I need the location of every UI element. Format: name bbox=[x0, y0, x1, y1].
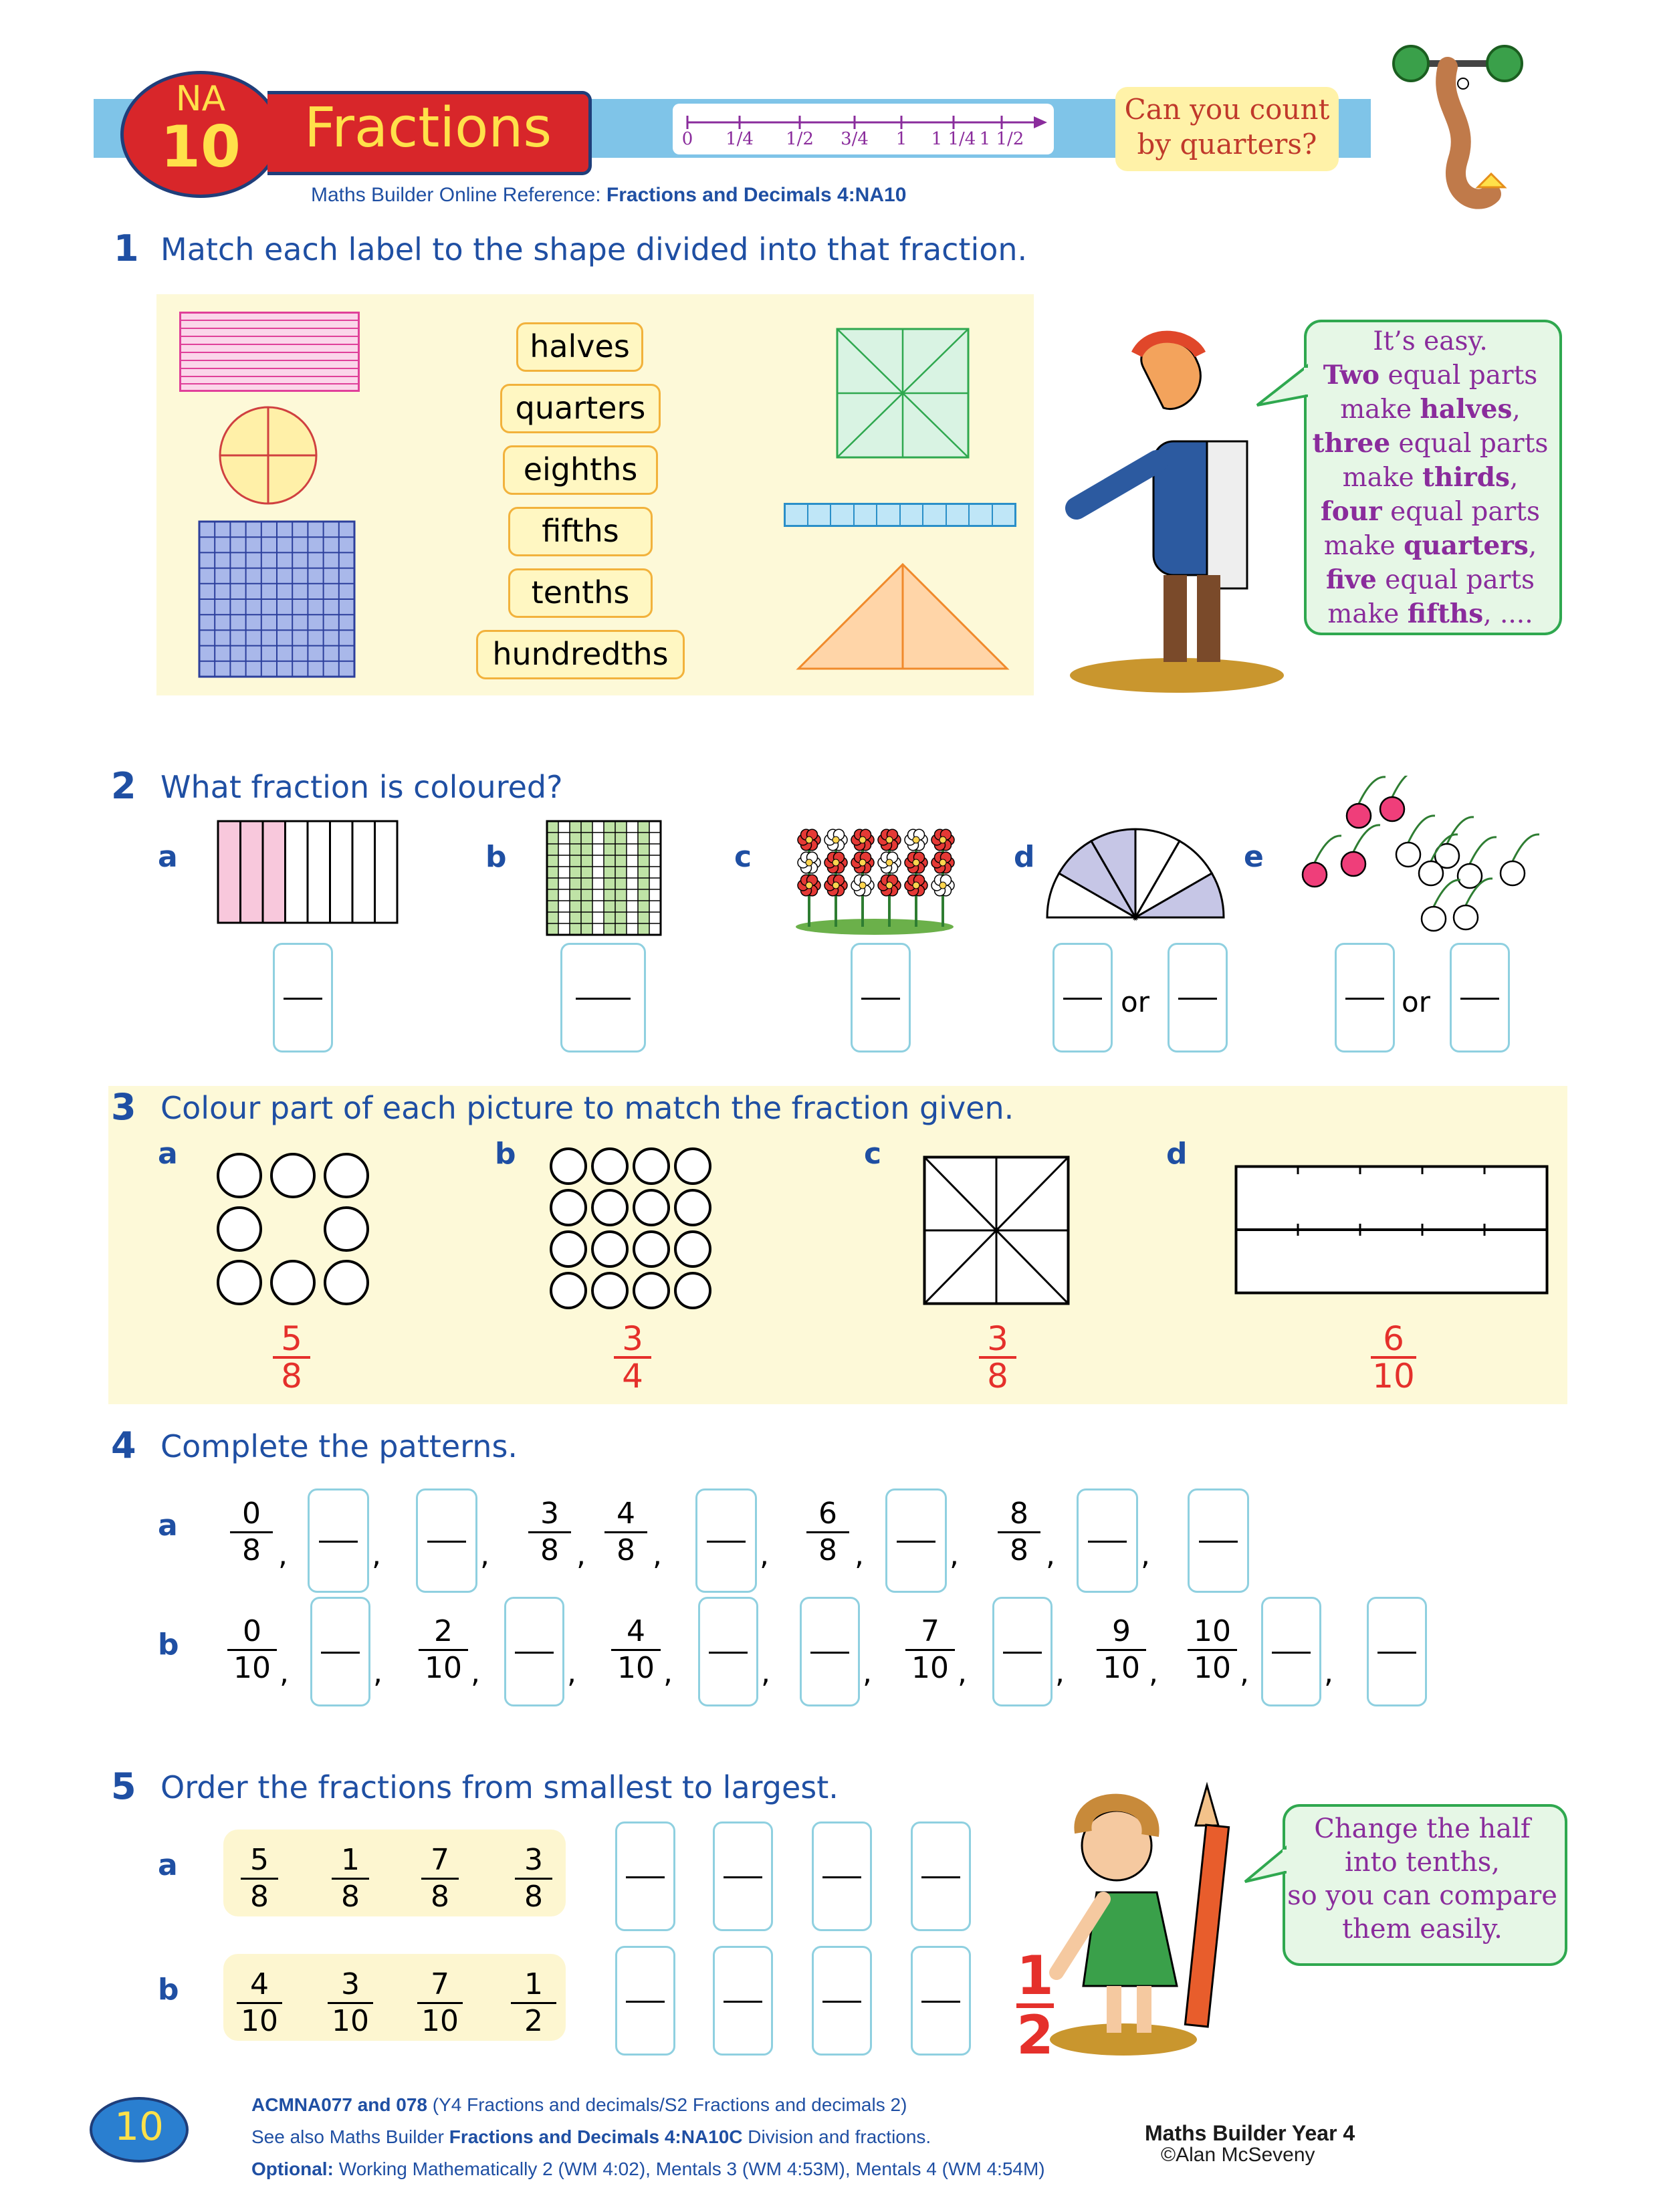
q4-part-a: a bbox=[158, 1509, 178, 1543]
q5-bubble-pointer bbox=[1244, 1846, 1288, 1886]
q5a-fraction-numerator: 1 bbox=[341, 1843, 360, 1877]
shape-triangle-halves bbox=[796, 562, 1010, 671]
worm-weightlifter-illustration bbox=[1384, 27, 1531, 227]
q4b-comma: , bbox=[761, 1656, 770, 1690]
q4b-comma: , bbox=[471, 1656, 480, 1690]
footer-line-3 bbox=[251, 2159, 1045, 2180]
q1-bubble-line: make fifths, .... bbox=[1327, 598, 1533, 629]
footer-line-1 bbox=[251, 2094, 907, 2116]
q3a-denominator: 8 bbox=[273, 1356, 310, 1394]
q5-bubble-line: so you can compare bbox=[1287, 1880, 1557, 1911]
q3d-rectangle-tenths bbox=[1234, 1165, 1549, 1295]
q5a-fraction bbox=[241, 1843, 278, 1914]
q4b-comma: , bbox=[863, 1656, 872, 1690]
shape-hundred-grid bbox=[198, 520, 356, 678]
q4b-fraction-numerator: 0 bbox=[243, 1614, 261, 1648]
q2a-answer[interactable] bbox=[273, 943, 333, 1053]
q4a-fraction-numerator: 8 bbox=[1010, 1497, 1028, 1531]
q4b-fraction-denominator: 10 bbox=[419, 1649, 468, 1686]
q3-part-b: b bbox=[495, 1137, 516, 1171]
q4a-fraction-denominator: 8 bbox=[230, 1531, 273, 1568]
q4a-fraction bbox=[998, 1497, 1040, 1568]
q2-number: 2 bbox=[111, 765, 136, 807]
q4b-fraction-denominator: 10 bbox=[1097, 1649, 1146, 1686]
q4b-fraction-denominator: 10 bbox=[227, 1649, 277, 1686]
q4b-comma: , bbox=[1240, 1656, 1249, 1690]
q4a-fraction bbox=[604, 1497, 647, 1568]
number-line-label: 3/4 bbox=[841, 129, 869, 149]
q4a-comma: , bbox=[576, 1538, 586, 1572]
q4b-fraction bbox=[1097, 1614, 1146, 1686]
q3a-fraction bbox=[273, 1321, 310, 1394]
q4b-comma: , bbox=[567, 1656, 576, 1690]
q3-part-c: c bbox=[864, 1137, 882, 1171]
q4a-answer-box[interactable] bbox=[308, 1488, 369, 1593]
q1-bubble-line: make halves, bbox=[1340, 394, 1521, 425]
footer-copyright: ©Alan McSeveny bbox=[1161, 2144, 1315, 2166]
q5b-answer-box[interactable] bbox=[615, 1946, 675, 2056]
shape-pink-strips bbox=[179, 312, 360, 392]
q4b-comma: , bbox=[373, 1656, 382, 1690]
shape-strip-tenths bbox=[784, 503, 1016, 527]
q5-bubble-text bbox=[1287, 1812, 1558, 1946]
q4a-fraction bbox=[230, 1497, 273, 1568]
footer-line1-rest: (Y4 Fractions and decimals/S2 Fractions and decimals 2) bbox=[427, 2094, 907, 2115]
q2-text: What fraction is coloured? bbox=[160, 769, 563, 805]
q3b-denominator: 4 bbox=[614, 1356, 651, 1394]
q5-text: Order the fractions from smallest to largest. bbox=[160, 1769, 839, 1805]
q4a-answer-box[interactable] bbox=[416, 1488, 477, 1593]
footer-line3-rest: Working Mathematically 2 (WM 4:02), Mentals 3 (WM 4:53M), Mentals 4 (WM 4:54M) bbox=[333, 2159, 1045, 2179]
q4b-fraction bbox=[1188, 1614, 1237, 1686]
q2e-or: or bbox=[1402, 986, 1430, 1018]
q3a-circles bbox=[213, 1149, 373, 1309]
q4b-fraction-numerator: 7 bbox=[921, 1614, 939, 1648]
q4b-fraction bbox=[905, 1614, 955, 1686]
q2-part-b: b bbox=[485, 840, 507, 874]
q5b-fraction-numerator: 4 bbox=[250, 1967, 269, 2001]
q4a-answer-box[interactable] bbox=[1077, 1488, 1138, 1593]
q1-bubble-pointer bbox=[1256, 361, 1309, 415]
q4a-answer-box[interactable] bbox=[885, 1488, 947, 1593]
q3-part-d: d bbox=[1166, 1137, 1188, 1171]
q5-half-fraction bbox=[1016, 1945, 1054, 2066]
label-tenths[interactable]: tenths bbox=[508, 568, 653, 618]
q4a-comma: , bbox=[653, 1538, 662, 1572]
q4a-fraction-denominator: 8 bbox=[998, 1531, 1040, 1568]
shape-circle-quarters bbox=[218, 405, 318, 506]
label-fifths[interactable]: fifths bbox=[508, 507, 653, 556]
q2e-answer-1[interactable] bbox=[1335, 943, 1395, 1053]
label-halves[interactable]: halves bbox=[516, 322, 643, 372]
q5a-fraction-numerator: 7 bbox=[431, 1843, 449, 1877]
q3-part-a: a bbox=[158, 1137, 178, 1171]
q2a-strip bbox=[217, 820, 399, 924]
q1-bubble-line: Two equal parts bbox=[1323, 360, 1538, 391]
q1-bubble-line: make thirds, bbox=[1342, 462, 1519, 493]
reference-prefix: Maths Builder Online Reference: bbox=[311, 184, 606, 206]
q5b-fraction-denominator: 2 bbox=[511, 2002, 556, 2039]
footer-line2-bold: Fractions and Decimals 4:NA10C bbox=[449, 2126, 743, 2147]
q5b-fraction-denominator: 10 bbox=[417, 2002, 463, 2039]
q5a-fraction-denominator: 8 bbox=[421, 1878, 459, 1914]
q3-text: Colour part of each picture to match the fraction given. bbox=[160, 1090, 1014, 1126]
q4b-fraction-numerator: 4 bbox=[627, 1614, 645, 1648]
q4-part-b: b bbox=[158, 1628, 179, 1662]
q2e-answer-2[interactable] bbox=[1450, 943, 1510, 1053]
q3b-numerator: 3 bbox=[622, 1319, 643, 1358]
q2-part-e: e bbox=[1244, 840, 1264, 874]
shape-square-eighths bbox=[836, 328, 970, 459]
q4b-fraction-denominator: 10 bbox=[611, 1649, 661, 1686]
q4b-answer-box[interactable] bbox=[1367, 1597, 1427, 1706]
q5a-fraction bbox=[515, 1843, 552, 1914]
number-line-label: 1 1/4 bbox=[931, 129, 976, 149]
q5a-fraction-numerator: 5 bbox=[250, 1843, 269, 1877]
q5a-fraction-denominator: 8 bbox=[332, 1878, 369, 1914]
q5a-answer-box[interactable] bbox=[713, 1821, 773, 1931]
q3b-circles bbox=[548, 1145, 715, 1319]
q4b-fraction bbox=[419, 1614, 468, 1686]
q4a-answer-box[interactable] bbox=[695, 1488, 757, 1593]
q5a-answer-box[interactable] bbox=[615, 1821, 675, 1931]
q3-number: 3 bbox=[111, 1086, 136, 1128]
q2c-answer[interactable] bbox=[851, 943, 911, 1053]
q4b-comma: , bbox=[1055, 1656, 1065, 1690]
q4b-comma: , bbox=[1149, 1656, 1158, 1690]
footer-line2-rest: Division and fractions. bbox=[742, 2126, 931, 2147]
q5b-fraction-denominator: 10 bbox=[328, 2002, 373, 2039]
badge-code: NA bbox=[175, 79, 226, 119]
q4b-fraction-numerator: 9 bbox=[1112, 1614, 1131, 1648]
q3c-square-eighths bbox=[923, 1155, 1070, 1305]
q4a-fraction-denominator: 8 bbox=[604, 1531, 647, 1568]
q2b-grid bbox=[546, 820, 662, 936]
q4b-answer-box[interactable] bbox=[800, 1597, 860, 1706]
q1-number: 1 bbox=[114, 227, 139, 269]
q4a-fraction-numerator: 6 bbox=[818, 1497, 837, 1531]
q5b-fraction bbox=[237, 1967, 282, 2039]
q3d-denominator: 10 bbox=[1371, 1356, 1416, 1394]
q2d-answer-2[interactable] bbox=[1168, 943, 1228, 1053]
q5a-fraction bbox=[421, 1843, 459, 1914]
q3c-fraction bbox=[979, 1321, 1016, 1394]
q1-bubble-line: three equal parts bbox=[1312, 428, 1549, 459]
q4b-answer-box[interactable] bbox=[992, 1597, 1053, 1706]
q2d-semicircle bbox=[1044, 826, 1226, 923]
q4b-fraction-denominator: 10 bbox=[905, 1649, 955, 1686]
q4a-comma: , bbox=[855, 1538, 864, 1572]
q5-bubble-line: them easily. bbox=[1342, 1914, 1503, 1945]
q5b-fraction-numerator: 3 bbox=[341, 1967, 360, 2001]
q5b-answer-box[interactable] bbox=[713, 1946, 773, 2056]
number-line-label: 1 1/2 bbox=[979, 129, 1024, 149]
reference-line bbox=[311, 184, 906, 207]
q1-bubble-line: It’s easy. bbox=[1373, 326, 1488, 356]
reference-title: Fractions and Decimals 4:NA10 bbox=[606, 184, 907, 206]
q4a-fraction-denominator: 8 bbox=[806, 1531, 849, 1568]
q5-number: 5 bbox=[111, 1765, 136, 1807]
q5-half-denominator: 2 bbox=[1016, 2004, 1054, 2066]
q5-part-b: b bbox=[158, 1973, 179, 2007]
q4a-comma: , bbox=[372, 1538, 381, 1572]
q4b-comma: , bbox=[1324, 1656, 1333, 1690]
q3a-numerator: 5 bbox=[281, 1319, 302, 1358]
q4a-comma: , bbox=[950, 1538, 959, 1572]
q5b-answer-box[interactable] bbox=[911, 1946, 971, 2056]
q5-part-a: a bbox=[158, 1848, 178, 1882]
q2e-cherries bbox=[1300, 776, 1541, 950]
q2d-or: or bbox=[1121, 986, 1149, 1018]
q5a-fraction-denominator: 8 bbox=[241, 1878, 278, 1914]
q1-bubble-text bbox=[1311, 325, 1550, 631]
q4a-fraction bbox=[528, 1497, 571, 1568]
q3b-fraction bbox=[614, 1321, 651, 1394]
q2-part-a: a bbox=[158, 840, 178, 874]
q3d-numerator: 6 bbox=[1383, 1319, 1404, 1358]
q5-half-numerator: 1 bbox=[1016, 1945, 1054, 2007]
q4b-answer-box[interactable] bbox=[504, 1597, 564, 1706]
q4b-fraction-denominator: 10 bbox=[1188, 1649, 1237, 1686]
girl-with-pencil-illustration bbox=[1043, 1772, 1284, 2066]
q3c-numerator: 3 bbox=[987, 1319, 1008, 1358]
q5a-answer-box[interactable] bbox=[911, 1821, 971, 1931]
q5a-answer-box[interactable] bbox=[812, 1821, 872, 1931]
q1-bubble-line: four equal parts bbox=[1321, 496, 1540, 527]
q4a-fraction bbox=[806, 1497, 849, 1568]
q5-bubble-line: Change the half bbox=[1314, 1813, 1531, 1844]
q4a-comma: , bbox=[760, 1538, 769, 1572]
q3c-denominator: 8 bbox=[979, 1356, 1016, 1394]
q4a-fraction-denominator: 8 bbox=[528, 1531, 571, 1568]
q4b-fraction-numerator: 10 bbox=[1194, 1614, 1231, 1648]
label-quarters[interactable]: quarters bbox=[500, 384, 661, 433]
q2d-answer-1[interactable] bbox=[1053, 943, 1113, 1053]
q4b-comma: , bbox=[958, 1656, 967, 1690]
q1-text: Match each label to the shape divided into that fraction. bbox=[160, 231, 1028, 267]
label-eighths[interactable]: eighths bbox=[503, 445, 658, 495]
q2b-answer[interactable] bbox=[560, 943, 646, 1053]
q4b-answer-box[interactable] bbox=[1261, 1597, 1321, 1706]
q4b-fraction bbox=[611, 1614, 661, 1686]
q5-bubble-line: into tenths, bbox=[1344, 1847, 1500, 1878]
q5a-fraction-numerator: 3 bbox=[524, 1843, 543, 1877]
label-hundredths[interactable]: hundredths bbox=[476, 630, 685, 679]
q4a-fraction-numerator: 3 bbox=[540, 1497, 559, 1531]
q4a-comma: , bbox=[480, 1538, 489, 1572]
q5b-fraction bbox=[328, 1967, 373, 2039]
footer-line2-prefix: See also Maths Builder bbox=[251, 2126, 449, 2147]
number-line-label: 0 bbox=[681, 129, 693, 149]
number-line-label: 1/2 bbox=[786, 129, 814, 149]
q4-text: Complete the patterns. bbox=[160, 1428, 518, 1464]
q1-bubble-line: make quarters, bbox=[1323, 530, 1537, 561]
q4a-fraction-numerator: 4 bbox=[617, 1497, 635, 1531]
q3d-fraction bbox=[1371, 1321, 1416, 1394]
q1-bubble-line: five equal parts bbox=[1325, 564, 1535, 595]
page-title: Fractions bbox=[304, 96, 552, 160]
q4b-comma: , bbox=[280, 1656, 289, 1690]
footer-optional-label: Optional: bbox=[251, 2159, 334, 2179]
q5b-fraction bbox=[417, 1967, 463, 2039]
q5a-fraction bbox=[332, 1843, 369, 1914]
q2-part-d: d bbox=[1014, 840, 1035, 874]
footer-line-2 bbox=[251, 2126, 931, 2148]
q5b-fraction-denominator: 10 bbox=[237, 2002, 282, 2039]
page-number: 10 bbox=[114, 2104, 164, 2149]
q2c-flowers bbox=[794, 820, 955, 937]
number-line-label: 1 bbox=[895, 129, 907, 149]
number-line-label: 1/4 bbox=[726, 129, 754, 149]
q2-part-c: c bbox=[734, 840, 752, 874]
q4-number: 4 bbox=[111, 1424, 136, 1466]
q5b-fraction-numerator: 1 bbox=[524, 1967, 543, 2001]
footer-codes: ACMNA077 and 078 bbox=[251, 2094, 427, 2115]
q5b-fraction bbox=[511, 1967, 556, 2039]
q4b-comma: , bbox=[663, 1656, 673, 1690]
q4a-answer-box[interactable] bbox=[1188, 1488, 1249, 1593]
footer-book-title: Maths Builder Year 4 bbox=[1145, 2121, 1355, 2145]
q4a-comma: , bbox=[1046, 1538, 1055, 1572]
tip-text: Can you count by quarters? bbox=[1124, 93, 1330, 160]
q4a-comma: , bbox=[1141, 1538, 1150, 1572]
q4b-fraction-numerator: 2 bbox=[434, 1614, 453, 1648]
badge-number: 10 bbox=[160, 114, 241, 181]
q5a-fraction-denominator: 8 bbox=[515, 1878, 552, 1914]
q4a-fraction-numerator: 0 bbox=[242, 1497, 261, 1531]
q4a-comma: , bbox=[278, 1538, 288, 1572]
q4b-fraction bbox=[227, 1614, 277, 1686]
q5b-answer-box[interactable] bbox=[812, 1946, 872, 2056]
q4b-answer-box[interactable] bbox=[310, 1597, 370, 1706]
q5b-fraction-numerator: 7 bbox=[431, 1967, 449, 2001]
q4b-answer-box[interactable] bbox=[698, 1597, 758, 1706]
